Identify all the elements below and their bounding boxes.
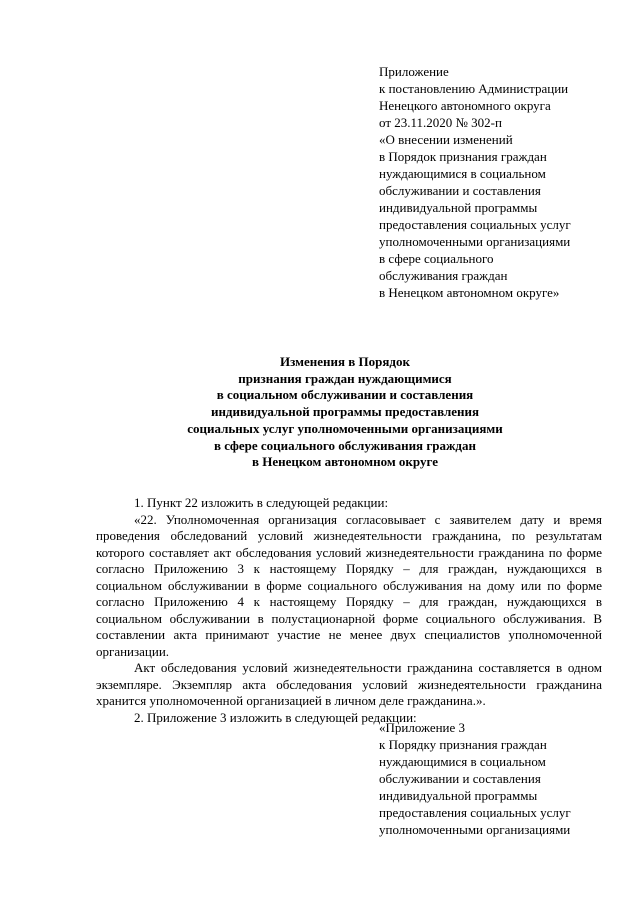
appendix-header-line: обслуживания граждан [379,268,508,283]
appendix-header-line: от 23.11.2020 № 302-п [379,115,502,130]
appendix-header-line: в сфере социального [379,251,494,266]
appendix-3-header-line: обслуживании и составления [379,771,541,786]
appendix-header-line: «О внесении изменений [379,132,513,147]
title-line: Изменения в Порядок [279,354,410,369]
document-title [90,354,600,471]
appendix-header-line: в Порядок признания граждан [379,149,547,164]
appendix-3-header-line: нуждающимися в социальном [379,754,546,769]
appendix-3-header-line: к Порядку признания граждан [379,737,547,752]
appendix-header-line: предоставления социальных услуг [379,217,571,232]
appendix-header-block [379,63,629,301]
appendix-3-header-line: «Приложение 3 [379,720,466,735]
title-line: в Ненецком автономном округе [252,454,438,470]
appendix-3-header-line: индивидуальной программы [379,788,538,803]
appendix-header-line: нуждающимися в социальном [379,166,546,181]
title-line: индивидуальной программы предоставления [210,404,480,420]
paragraph-act-copy: Акт обследования условий жизнедеятельности гражданина составляется в одном экземпляре. Экземпляр акта обследования условий жизнедеятельности гражданина хранится уполномоченной организацией в личном деле гражданина.». [96,660,602,708]
appendix-header-line: Ненецкого автономного округа [379,98,551,113]
document-body [96,495,602,726]
title-line: в сфере социального обслуживания граждан [214,437,476,453]
appendix-header-line: индивидуальной программы [379,200,538,215]
appendix-header-line: уполномоченными организациями [379,234,571,249]
appendix-header-line: обслуживании и составления [379,183,541,198]
paragraph-item-1: 1. Пункт 22 изложить в следующей редакции: [134,495,389,510]
title-line: признания граждан нуждающимися [238,370,452,386]
appendix-3-header-line: уполномоченными организациями [379,822,571,837]
paragraph-item-2: 2. Приложение 3 изложить в следующей редакции: [134,709,417,725]
appendix-header-line: в Ненецком автономном округе» [379,285,560,300]
appendix-3-header-block [379,719,629,838]
appendix-header-line: Приложение [379,64,449,79]
paragraph-clause-22: «22. Уполномоченная организация согласовывает с заявителем дату и время проведения обследований условий жизнедеятельности гражданина, по результатам которого составляет акт обследования условий жизнедеятельности гражданина по форме согласно Приложению 3 к настоящему Порядку – для граждан, нуждающихся в социальном обслуживании в форме социального обслуживания на дому или по форме согласно Приложению 4 к настоящему Порядку – для граждан, нуждающихся в социальном обслуживании в полустационарной форме социального обслуживания. В составлении акта принимают участие не менее двух специалистов уполномоченной организации. [96,511,602,659]
appendix-3-header-line: предоставления социальных услуг [379,805,571,820]
appendix-header-line: к постановлению Администрации [379,81,569,96]
title-line: социальных услуг уполномоченными организациями [187,420,503,436]
title-line: в социальном обслуживании и составления [216,387,474,403]
